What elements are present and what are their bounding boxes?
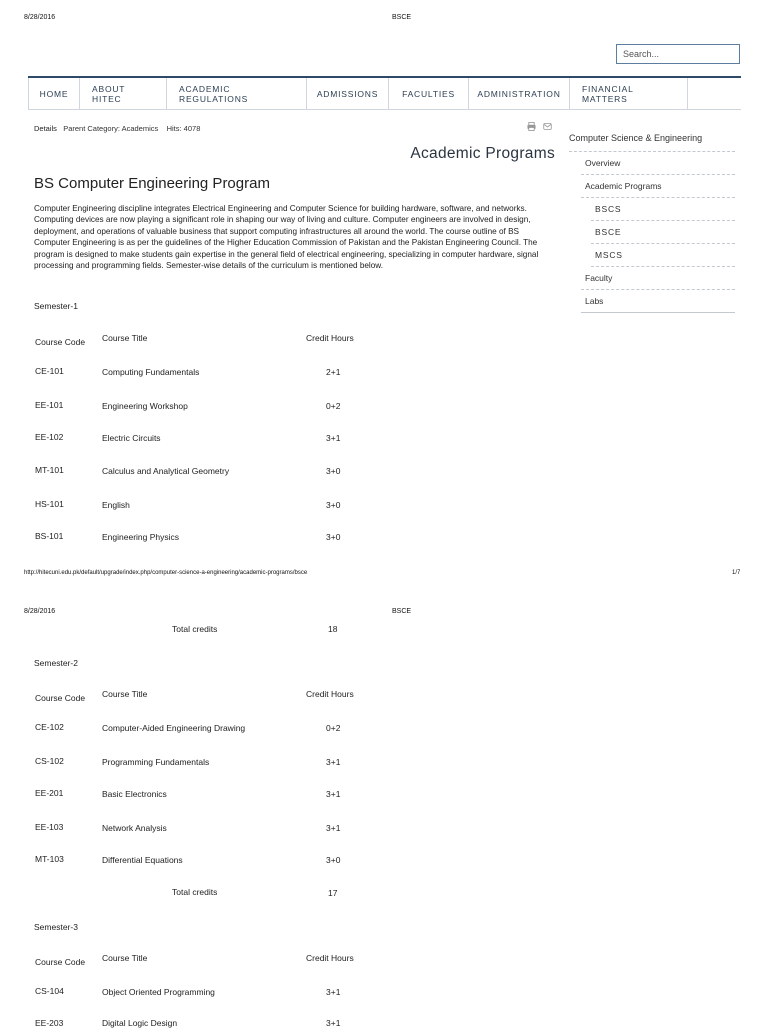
sem2-row-credits: 3+1 (326, 757, 341, 767)
sidebar-item-bscs[interactable]: BSCS (591, 198, 735, 221)
nav-administration[interactable]: ADMINISTRATION (469, 78, 570, 109)
sem1-total-value: 18 (328, 624, 338, 634)
sidebar-item-faculty[interactable]: Faculty (581, 267, 735, 290)
sem1-row-code: CE-101 (35, 366, 64, 376)
nav-faculties[interactable]: FACULTIES (389, 78, 469, 109)
sidebar-item-academic-programs[interactable]: Academic Programs (581, 175, 735, 198)
meta-parent-category[interactable]: Parent Category: Academics (63, 124, 159, 133)
meta-hits: Hits: 4078 (166, 124, 201, 133)
sem3-row-title: Digital Logic Design (102, 1018, 178, 1028)
sem1-header-title: Course Title (102, 333, 148, 343)
sem1-row-title: Calculus and Analytical Geometry (102, 466, 230, 476)
sem2-total-value: 17 (328, 888, 338, 898)
sem1-row-credits: 2+1 (326, 367, 341, 377)
nav-home[interactable]: HOME (28, 78, 80, 109)
print-date: 8/28/2016 (24, 14, 56, 21)
main-nav (28, 78, 688, 109)
sem1-row-title: Engineering Workshop (102, 401, 188, 411)
print-page-number: 1/7 (732, 570, 741, 576)
article-meta (34, 124, 200, 133)
sem2-row-code: CS-102 (35, 756, 64, 766)
sem2-row-title: Programming Fundamentals (102, 757, 210, 767)
sem2-total-label: Total credits (172, 887, 218, 897)
program-description: Computer Engineering discipline integrates Electrical Engineering and Computer Science for building hardware, software, and networks. Computing devices are now playing a significant role in shaping our way of living and culture. Computer engineers are involved in design, deployment, and operations of valuable business that support computing infrastructures all around the world. The course outline of BS Computer Engineering is as per the guidelines of the Higher Education Commission of Pakistan and the Pakistan Engineering Council. The program is designed to make students gain expertise in the general field of electrical engineering, specializing in computer hardware, signal processing and programming fields. Semester-wise details of the curriculum is mentioned below. (34, 204, 539, 271)
sem3-header-code: Course Code (35, 957, 86, 967)
sidebar-menu (569, 131, 735, 313)
sem1-row-title: Engineering Physics (102, 532, 180, 542)
page-title: Academic Programs (410, 145, 555, 162)
sem3-row-title: Object Oriented Programming (102, 987, 215, 997)
sidebar-item-labs[interactable]: Labs (581, 290, 735, 313)
sem1-header-credits: Credit Hours (306, 333, 354, 343)
sem1-row-title: Computing Fundamentals (102, 367, 200, 377)
nav-about-hitec[interactable]: ABOUT HITEC (80, 78, 167, 109)
sem1-row-credits: 0+2 (326, 401, 341, 411)
program-heading: BS Computer Engineering Program (34, 175, 270, 192)
sem1-total-label: Total credits (172, 624, 218, 634)
sem2-row-title: Network Analysis (102, 823, 167, 833)
sem3-header-credits: Credit Hours (306, 953, 354, 963)
email-icon[interactable] (543, 122, 552, 131)
print-icon[interactable] (527, 122, 536, 131)
nav-bottom-border (28, 109, 741, 110)
sem2-header-title: Course Title (102, 689, 148, 699)
sem1-row-title: English (102, 500, 130, 510)
sem1-row-code: EE-102 (35, 432, 64, 442)
sem1-row-credits: 3+0 (326, 466, 341, 476)
sem2-row-code: CE-102 (35, 722, 64, 732)
sem2-header-credits: Credit Hours (306, 689, 354, 699)
sem1-row-credits: 3+0 (326, 500, 341, 510)
semester-3-label: Semester-3 (34, 922, 78, 932)
sem2-row-credits: 3+1 (326, 789, 341, 799)
search-input[interactable]: Search... (616, 44, 740, 64)
sidebar-heading[interactable]: Computer Science & Engineering (569, 131, 735, 152)
print-url: http://hitecuni.edu.pk/default/upgrade/index.php/computer-science-a-engineering/academic-programs/bsce (24, 570, 308, 576)
sem3-row-code: EE-203 (35, 1018, 64, 1028)
sem1-row-code: EE-101 (35, 400, 64, 410)
sem2-header-code: Course Code (35, 693, 86, 703)
sem2-row-title: Basic Electronics (102, 789, 167, 799)
sem2-row-credits: 0+2 (326, 723, 341, 733)
sem2-row-code: EE-103 (35, 822, 64, 832)
print-title: BSCE (392, 608, 412, 615)
nav-financial-matters[interactable]: FINANCIAL MATTERS (570, 78, 688, 109)
sem1-row-code: MT-101 (35, 465, 64, 475)
sidebar-item-mscs[interactable]: MSCS (591, 244, 735, 267)
sem3-row-code: CS-104 (35, 986, 64, 996)
sem1-row-credits: 3+1 (326, 433, 341, 443)
semester-2-label: Semester-2 (34, 658, 78, 668)
sem3-row-credits: 3+1 (326, 987, 341, 997)
sem1-row-code: HS-101 (35, 499, 64, 509)
nav-admissions[interactable]: ADMISSIONS (307, 78, 389, 109)
sem2-row-title: Differential Equations (102, 855, 183, 865)
sem1-row-code: BS-101 (35, 531, 64, 541)
sem2-row-title: Computer-Aided Engineering Drawing (102, 723, 246, 733)
sem1-row-title: Electric Circuits (102, 433, 161, 443)
sem2-row-code: EE-201 (35, 788, 64, 798)
sem3-row-credits: 3+1 (326, 1018, 341, 1028)
sem3-header-title: Course Title (102, 953, 148, 963)
sem2-row-credits: 3+0 (326, 855, 341, 865)
sem2-row-code: MT-103 (35, 854, 64, 864)
semester-1-label: Semester-1 (34, 301, 78, 311)
nav-academic-regulations[interactable]: ACADEMIC REGULATIONS (167, 78, 307, 109)
sidebar-item-bsce[interactable]: BSCE (591, 221, 735, 244)
print-date: 8/28/2016 (24, 608, 56, 615)
sem2-row-credits: 3+1 (326, 823, 341, 833)
sem1-header-code: Course Code (35, 337, 86, 347)
print-title: BSCE (392, 14, 412, 21)
sidebar-item-overview[interactable]: Overview (581, 152, 735, 175)
sem1-row-credits: 3+0 (326, 532, 341, 542)
meta-details: Details (34, 124, 57, 133)
